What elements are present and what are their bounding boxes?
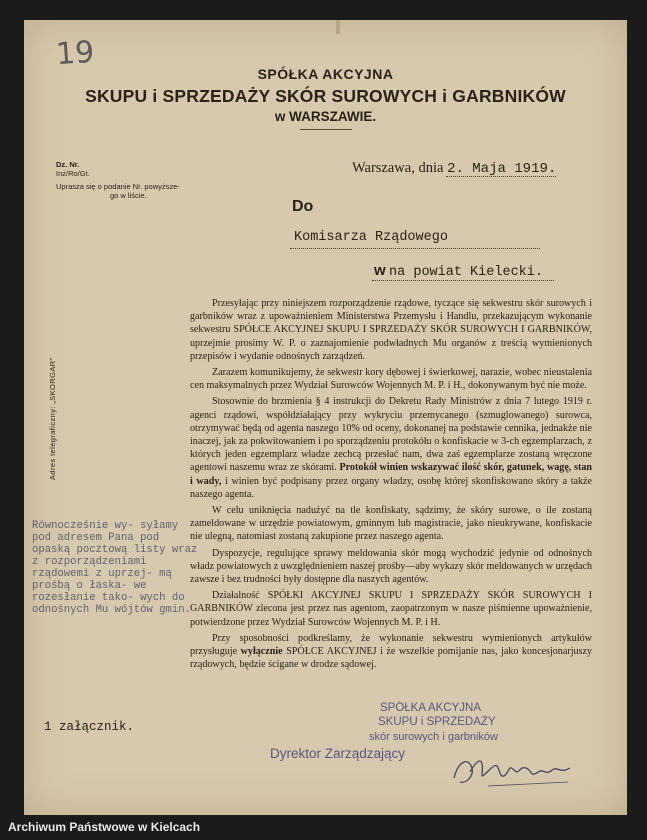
reference-code: Inż/Ro/Gt.: [56, 169, 90, 178]
reference-number-label: Dz. Nr.: [56, 160, 80, 169]
paragraph-3-end: i winien być podpisany przez organy władzy, osobę której skonfiskowano skóry a także naszego agenta.: [190, 475, 592, 500]
paragraph-5: Dyspozycje, regulujące sprawy meldowania skór mogą wychodzić jedynie od odnośnych władz powiatowych z uwzględnieniem naszej prośby—aby wykazy skór meldowanych w urzędach zawsze i bez trudności były dostępne dla naszych agentów.: [190, 547, 592, 586]
paragraph-3-text: Stosownie do brzmienia § 4 instrukcji do Dekretu Rady Ministrów z dnia 7 lutego 1919 r. agenci rządowi, współdziałający przy wykryciu przemycanego (szmuglowanego) surowca, otrzymywać będą od agenta naszego 10% od oceny, dokonanej na podstawie cennika, jednakże nie inaczej, jak za pokwitowaniem i po sporządzeniu protokółu o konfiskacie w 3-ch egzemplarzach, z których jeden egzemplarz władze zechcą przesłać nam, dwa zaś egzemplarze zostaną wręczone agentowi naszemu wraz ze skórami.: [190, 396, 592, 474]
company-stamp-line-4: Dyrektor Zarządzający: [270, 746, 406, 761]
handwritten-stamp-note: Równocześnie wy- syłamy pod adresem Pana pod opaską pocztową listy wraz z rozporządzeniami rządowemi z uprzej- mą prośbą o łaska- we rozesłanie tako- wych do odnośnych Mu wójtów gmin.: [32, 520, 198, 616]
recipient-line-1: Komisarza Rządowego: [294, 230, 448, 245]
letterhead-line-2: SKUPU i SPRZEDAŻY SKÓR SUROWYCH i GARBNIKÓW: [85, 86, 566, 106]
letter-body: [190, 297, 592, 674]
page-number: 19: [54, 34, 96, 73]
letterhead-rule: [300, 129, 352, 130]
paragraph-7-end: SPÓŁCE AKCYJNEJ i że wszelkie pomijanie nas, jako koncesjonarjuszy rządowych, będzie ścigane w drodze sądowej.: [190, 646, 593, 671]
reference-note-line-1: Uprasza się o podanie Nr. powyższe-: [56, 182, 180, 191]
company-stamp-line-2: SKUPU i SPRZEDAŻY: [378, 716, 496, 728]
attachment-note: 1 załącznik.: [44, 720, 135, 734]
paragraph-2: Zarazem komunikujemy, że sekwestr kory dębowej i świerkowej, narazie, wobec nieustalenia cen maksymalnych przez Wydział Surowców Wojennych M. P. i H., dokonywanym być nie może.: [190, 367, 592, 392]
paragraph-7: [190, 632, 592, 672]
letterhead-line-1: SPÓŁKA AKCYJNA: [257, 66, 394, 82]
recipient-w: w: [374, 262, 386, 279]
paragraph-3-bold: Protokół winien wskazywać ilość skór, gatunek, wagę, stan i wady,: [190, 462, 592, 487]
date-dotted-line: [446, 176, 556, 177]
recipient-dotted-line-2: [372, 280, 554, 281]
company-stamp-line-3: skór surowych i garbników: [369, 731, 498, 743]
recipient-dotted-line-1: [290, 248, 540, 249]
telegraph-address: Adres telegraficzny: „SKORGAR": [48, 357, 57, 480]
recipient-line-2: [374, 262, 543, 280]
document-page: [24, 20, 627, 815]
paper-edge-mark: [336, 20, 340, 34]
date-line: [352, 160, 556, 177]
reference-note-line-2: go w liście.: [110, 191, 147, 200]
paragraph-1: Przesyłając przy niniejszem rozporządzenie rządowe, tyczące się sekwestru skór surowych i garbników wraz z upoważnieniem Ministerstwa Przemysłu i Handlu, przekazującym wykonanie sekwestru SPÓŁCE AKCYJNEJ SKUPU I SPRZEDAŻY SKÓR SUROWYCH I GARBNIKÓW, uprzejmie prosimy W. P. o zaznajomienie podwładnych Mu organów z treścią wymienionych przepisów i wydanie odnośnych zarządzeń.: [190, 298, 592, 362]
letterhead-line-3: w WARSZAWIE.: [274, 109, 377, 124]
paragraph-3: [190, 395, 592, 501]
paragraph-7-bold: wyłącznie: [240, 646, 283, 658]
paragraph-4: W celu uniknięcia nadużyć na tle konfiskaty, sądzimy, że skóry surowe, o ile zostaną zameldowane w urzędzie powiatowym, gminnym lub magistracie, jako nieukrywane, konfiskacie nie ulegną, natomiast zostaną zakupione przez naszego agenta.: [190, 505, 592, 543]
signature-image: [448, 748, 578, 792]
paragraph-6: Działalność SPÓŁKI AKCYJNEJ SKUPU I SPRZEDAŻY SKÓR SUROWYCH I GARBNIKÓW zlecona jest przez nas agentom, zaopatrzonym w nasze piśmienne upoważnienie, potwierdzone przez Wydział Surowców Wojennych M. P. i H.: [190, 590, 592, 628]
company-stamp-line-1: SPÓŁKA AKCYJNA: [380, 702, 481, 714]
recipient-do: Do: [292, 198, 314, 215]
recipient-district: na powiat Kielecki.: [389, 265, 543, 280]
archive-footer: Archiwum Państwowe w Kielcach: [8, 820, 201, 834]
paragraph-7-text: Przy sposobności podkreślamy, że wykonanie sekwestru wymienionych artykułów przysługuje: [190, 632, 592, 658]
date-prefix: Warszawa, dnia: [352, 160, 444, 176]
date-value: 2. Maja 1919.: [447, 161, 557, 177]
